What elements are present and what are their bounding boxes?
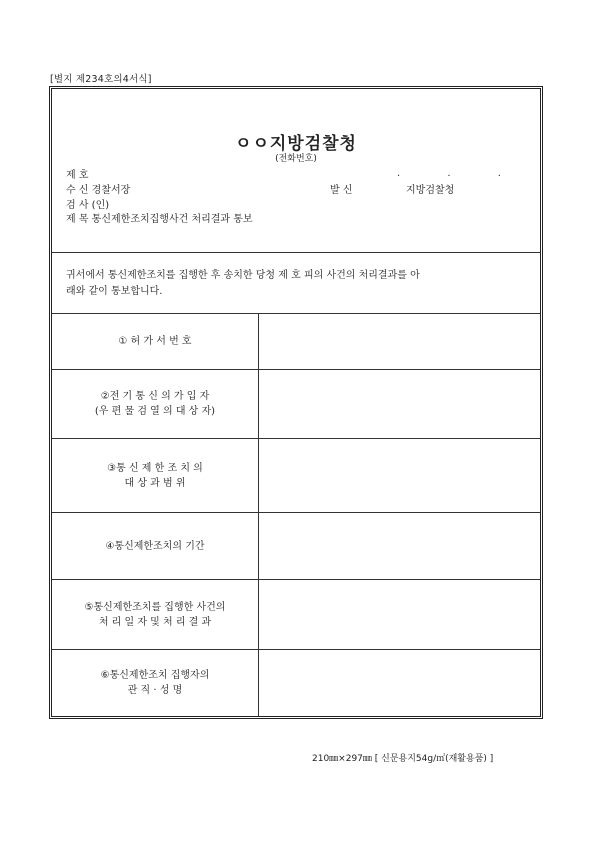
row-label bbox=[52, 439, 259, 512]
date-dots: . . . bbox=[397, 168, 523, 179]
row-label-line-1: ③통 신 제 한 조 치 의 bbox=[107, 462, 203, 474]
row-label bbox=[52, 650, 259, 716]
paper-spec-footer: 210㎜×297㎜ [ 신문용지54g/㎡(재활용품) ] bbox=[312, 754, 494, 764]
row-label-line-2: (우 편 물 검 열 의 대 상 자) bbox=[94, 406, 216, 417]
row-label bbox=[52, 314, 259, 369]
row-value-field[interactable] bbox=[259, 513, 540, 579]
row-label-line-1: ④통신제한조치의 기간 bbox=[105, 540, 205, 552]
row-value-field[interactable] bbox=[259, 650, 540, 716]
subject-line: 제 목 통신제한조치집행사건 처리결과 통보 bbox=[66, 214, 253, 225]
table-row-subscriber bbox=[52, 370, 540, 439]
row-value-field[interactable] bbox=[259, 439, 540, 512]
row-label-line-2: 처 리 일 자 및 처 리 결 과 bbox=[98, 616, 212, 628]
result-table bbox=[52, 314, 540, 716]
row-label-line-2: 관 직 · 성 명 bbox=[127, 685, 183, 696]
row-value-field[interactable] bbox=[259, 314, 540, 369]
intro-paragraph bbox=[52, 252, 540, 314]
table-row-result bbox=[52, 580, 540, 650]
header-section bbox=[52, 89, 540, 253]
recipient-line: 수 신 경찰서장 bbox=[66, 185, 131, 196]
table-row-executor bbox=[52, 650, 540, 716]
office-title: ㅇㅇ지방검찰청 bbox=[235, 134, 357, 154]
table-row-period bbox=[52, 513, 540, 580]
row-label-line-2: 대 상 과 범 위 bbox=[124, 477, 186, 489]
row-label-line-1: ⑤통신제한조치를 집행한 사건의 bbox=[84, 601, 226, 613]
table-row-target-scope bbox=[52, 439, 540, 513]
table-row-permit-number bbox=[52, 314, 540, 370]
row-label-line-1: ① 허 가 서 번 호 bbox=[118, 336, 192, 347]
row-value-field[interactable] bbox=[259, 580, 540, 649]
phone-label: (전화번호) bbox=[275, 154, 317, 164]
prosecutor-line: 검 사 (인) bbox=[66, 200, 110, 211]
sender-label: 발 신 bbox=[330, 185, 353, 196]
sender-value: 지방검찰청 bbox=[406, 185, 455, 196]
row-label-line-1: ②전 기 통 신 의 가 입 자 bbox=[100, 391, 210, 402]
row-value-field[interactable] bbox=[259, 370, 540, 438]
intro-line-2: 래와 같이 통보합니다. bbox=[66, 286, 163, 297]
form-number-label: [별지 제234호의4서식] bbox=[50, 74, 152, 85]
form-frame bbox=[49, 86, 543, 719]
intro-line-1: 귀서에서 통신제한조치를 집행한 후 송치한 당청 제 호 피의 사건의 처리결과를 아 bbox=[66, 270, 420, 281]
row-label bbox=[52, 513, 259, 579]
row-label bbox=[52, 580, 259, 649]
row-label-line-1: ⑥통신제한조치 집행자의 bbox=[100, 670, 210, 681]
row-label bbox=[52, 370, 259, 438]
document-number: 제 호 bbox=[66, 170, 89, 181]
